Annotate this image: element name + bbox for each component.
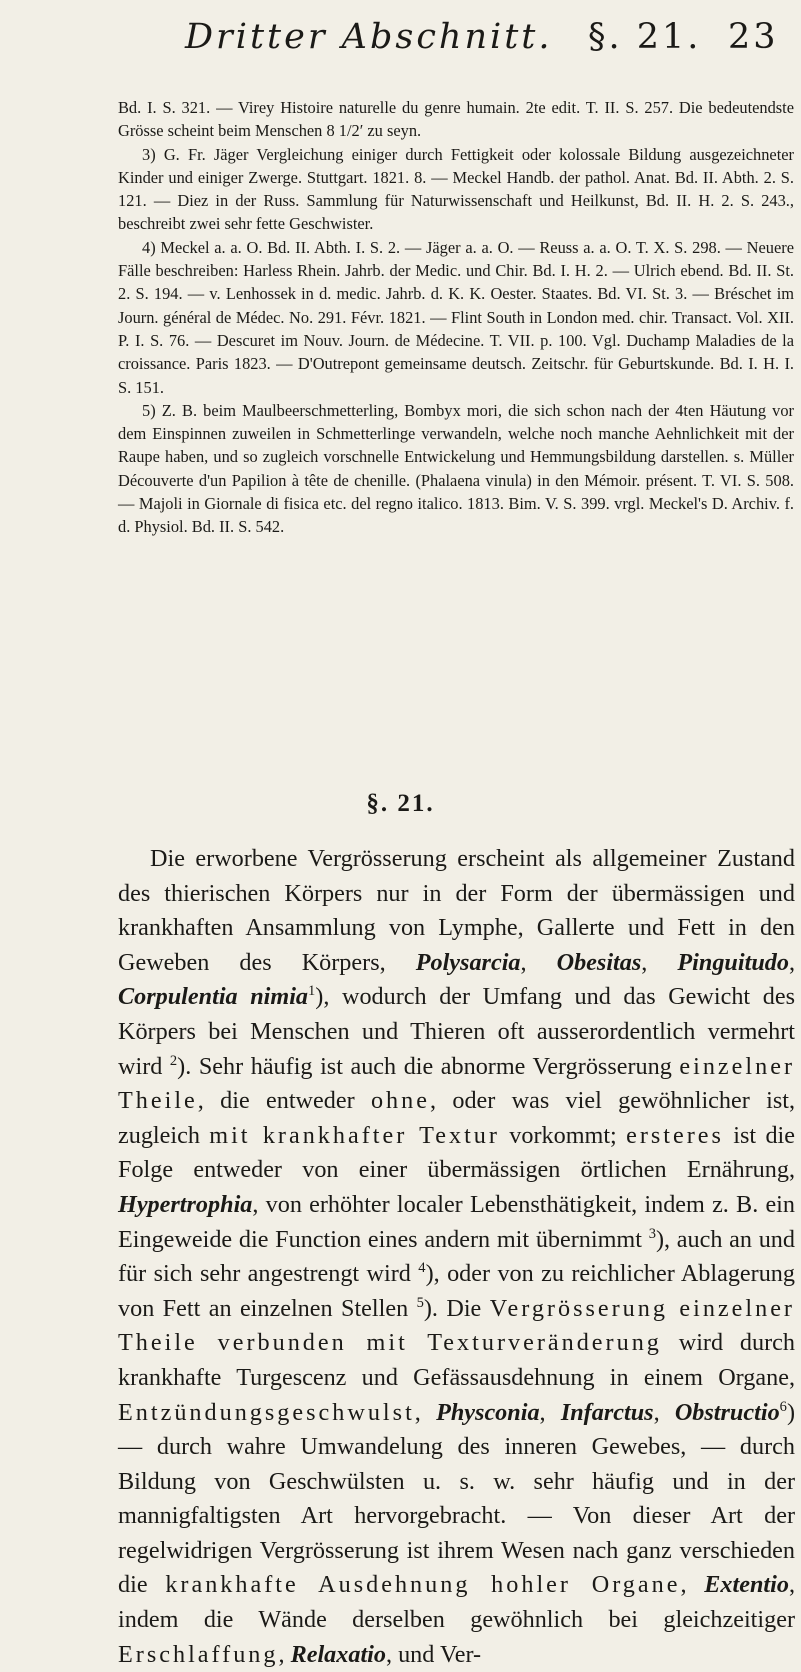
term-infarctus: Infarctus: [560, 1398, 654, 1426]
text-run: ,: [680, 1571, 705, 1599]
spaced-einzelner: einzelner Theile: [118, 1052, 795, 1115]
text-run: ist die Folge entweder von einer übermässigen örtlichen Ernährung,: [118, 1121, 796, 1184]
text-run: ). Sehr häufig ist auch die abnorme Vergrösserung: [177, 1052, 680, 1080]
spaced-entzuendung: Entzündungsgeschwulst: [118, 1398, 415, 1426]
chapter-title: Dritter Abschnitt.: [185, 17, 553, 57]
term-polysarcia: Polysarcia: [415, 948, 521, 976]
text-run: ), oder von zu reichlicher Ablagerung von Fett an einzelnen Stellen: [118, 1260, 795, 1322]
spaced-mit: mit krankhafter Textur: [209, 1121, 500, 1149]
main-paragraph: [118, 842, 795, 1672]
term-obesitas: Obesitas: [556, 948, 642, 976]
text-run: ), auch an und für sich sehr angestrengt wird: [118, 1225, 795, 1288]
footnote-ref-5: 5: [416, 1294, 424, 1311]
term-pinguitudo: Pinguitudo: [677, 948, 789, 976]
section-heading: §. 21.: [366, 790, 435, 817]
text-run: Die erworbene Vergrösserung erscheint als allgemeiner Zustand des thierischen Körpers nur in der Form der übermässigen und krankhaften Ansammlung von Lymphe, Gallerte und Fett in den Geweben des Körpers,: [118, 845, 795, 976]
paragraph: [118, 842, 795, 1672]
footnote-ref-2: 2: [169, 1052, 178, 1069]
footnote-ref-1: 1: [308, 983, 316, 1000]
text-run: wird durch krankhafte Turgescenz und Gefässausdehnung in einem Organe,: [118, 1329, 795, 1391]
text-run: ) — durch wahre Umwandelung des inneren Gewebes, — durch Bildung von Geschwülsten u. s. w. sehr häufig und in der mannigfaltigsten Art hervorgebracht. — Von dieser Art der regelwidrigen Vergrösserung ist ihrem Wesen nach ganz verschieden die: [118, 1398, 795, 1599]
text-run: , indem die Wände derselben gewöhnlich bei gleichzeitiger: [118, 1571, 795, 1634]
text-run: ). Die: [423, 1294, 490, 1322]
text-run: , die entweder: [197, 1087, 371, 1115]
text-run: ,: [414, 1398, 437, 1426]
footnote-continuation: Bd. I. S. 321. — Virey Histoire naturelle du genre humain. 2te edit. T. II. S. 257. Die bedeutendste Grösse scheint beim Menschen 8 1/2′ zu seyn.: [118, 98, 794, 141]
text-run: vorkommt;: [499, 1121, 627, 1149]
term-relaxatio: Relaxatio: [290, 1640, 386, 1668]
text-run: ,: [278, 1640, 291, 1668]
term-physconia: Physconia: [436, 1398, 540, 1426]
text-run: ,: [539, 1398, 561, 1426]
term-corpulentia: Corpulentia nimia: [118, 983, 309, 1011]
footnote-5: 5) Z. B. beim Maulbeerschmetterling, Bombyx mori, die sich schon nach der 4ten Häutung vor dem Einspinnen zuweilen in Schmetterlinge verwandeln, welche noch manche Aehnlichkeit mit der Raupe haben, und so zugleich vorschnelle Entwickelung und Hemmungsbildung darstellen. s. Müller Découverte d'un Papilion à tête de chenille. (Phalaena vinula) in den Mémoir. présent. T. VI. S. 508. — Majoli in Giornale di fisica etc. del regno italico. 1813. Bim. V. S. 399. vrgl. Meckel's D. Archiv. f. d. Physiol. Bd. II. S. 542.: [118, 400, 794, 537]
text-run: ,: [641, 948, 678, 976]
text-run: , und Ver-: [385, 1640, 482, 1668]
page-number: 23: [728, 17, 779, 57]
spaced-vergroesserung: Vergrösserung einzelner Theile verbunden mit Texturveränderung: [118, 1294, 795, 1357]
term-hypertrophia: Hypertrophia: [118, 1190, 253, 1218]
text-run: ,: [788, 948, 796, 976]
text-run: , oder was viel gewöhnlicher ist, zugleich: [118, 1087, 795, 1149]
text-run: ), wodurch der Umfang und das Gewicht des Körpers bei Menschen und Thieren oft ausserordentlich vermehrt wird: [118, 983, 795, 1080]
footnote-4: 4) Meckel a. a. O. Bd. II. Abth. I. S. 2. — Jäger a. a. O. — Reuss a. a. O. T. X. S. 298. — Neuere Fälle beschreiben: Harless Rhein. Jahrb. der Medic. und Chir. Bd. I. H. 2. — Ulrich ebend. Bd. II. St. 2. S. 194. — v. Lenhossek in d. medic. Jahrb. d. K. K. Oester. Staates. Bd. VI. St. 3. — Bréschet im Journ. général de Médec. No. 291. Févr. 1821. — Flint South in London med. chir. Transact. Vol. XII. P. I. S. 76. — Descuret im Nouv. Journ. de Médecine. T. VII. p. 100. Vgl. Duchamp Maladies de la croissance. Paris 1823. — D'Outrepont gemeinsame deutsch. Zeitschr. für Geburtskunde. Bd. I. H. I. S. 151.: [118, 237, 794, 397]
spaced-erschlaffung: Erschlaffung: [118, 1640, 279, 1668]
running-head: [140, 8, 780, 66]
footnote-3: 3) G. Fr. Jäger Vergleichung einiger durch Fettigkeit oder kolossale Bildung ausgezeichneter Kinder und einiger Zwerge. Stuttgart. 1821. 8. — Meckel Handb. der pathol. Anat. Bd. II. Abth. 2. S. 121. — Diez in der Russ. Sammlung für Naturwissenschaft und Heilkunst, Bd. II. H. 2. S. 243., beschreibt zwei sehr fette Geschwister.: [118, 144, 794, 234]
text-run: , von erhöhter localer Lebensthätigkeit, indem z. B. ein Eingeweide die Function eines andern mit übernimmt: [118, 1190, 795, 1253]
header-section-number: §. 21.: [588, 17, 702, 57]
spaced-ohne: ohne: [370, 1087, 430, 1115]
term-extentio: Extentio: [704, 1571, 789, 1599]
footnote-ref-6: 6: [779, 1398, 787, 1415]
footnote-ref-4: 4: [418, 1260, 426, 1277]
text-run: ,: [653, 1398, 675, 1426]
text-run: ,: [520, 948, 557, 976]
spaced-krankhafte: krankhafte Ausdehnung hohler Organe: [165, 1571, 681, 1599]
spaced-ersteres: ersteres: [626, 1121, 724, 1149]
footnotes-block: [118, 96, 794, 539]
footnote-ref-3: 3: [648, 1225, 656, 1242]
term-obstructio: Obstructio: [674, 1398, 780, 1426]
